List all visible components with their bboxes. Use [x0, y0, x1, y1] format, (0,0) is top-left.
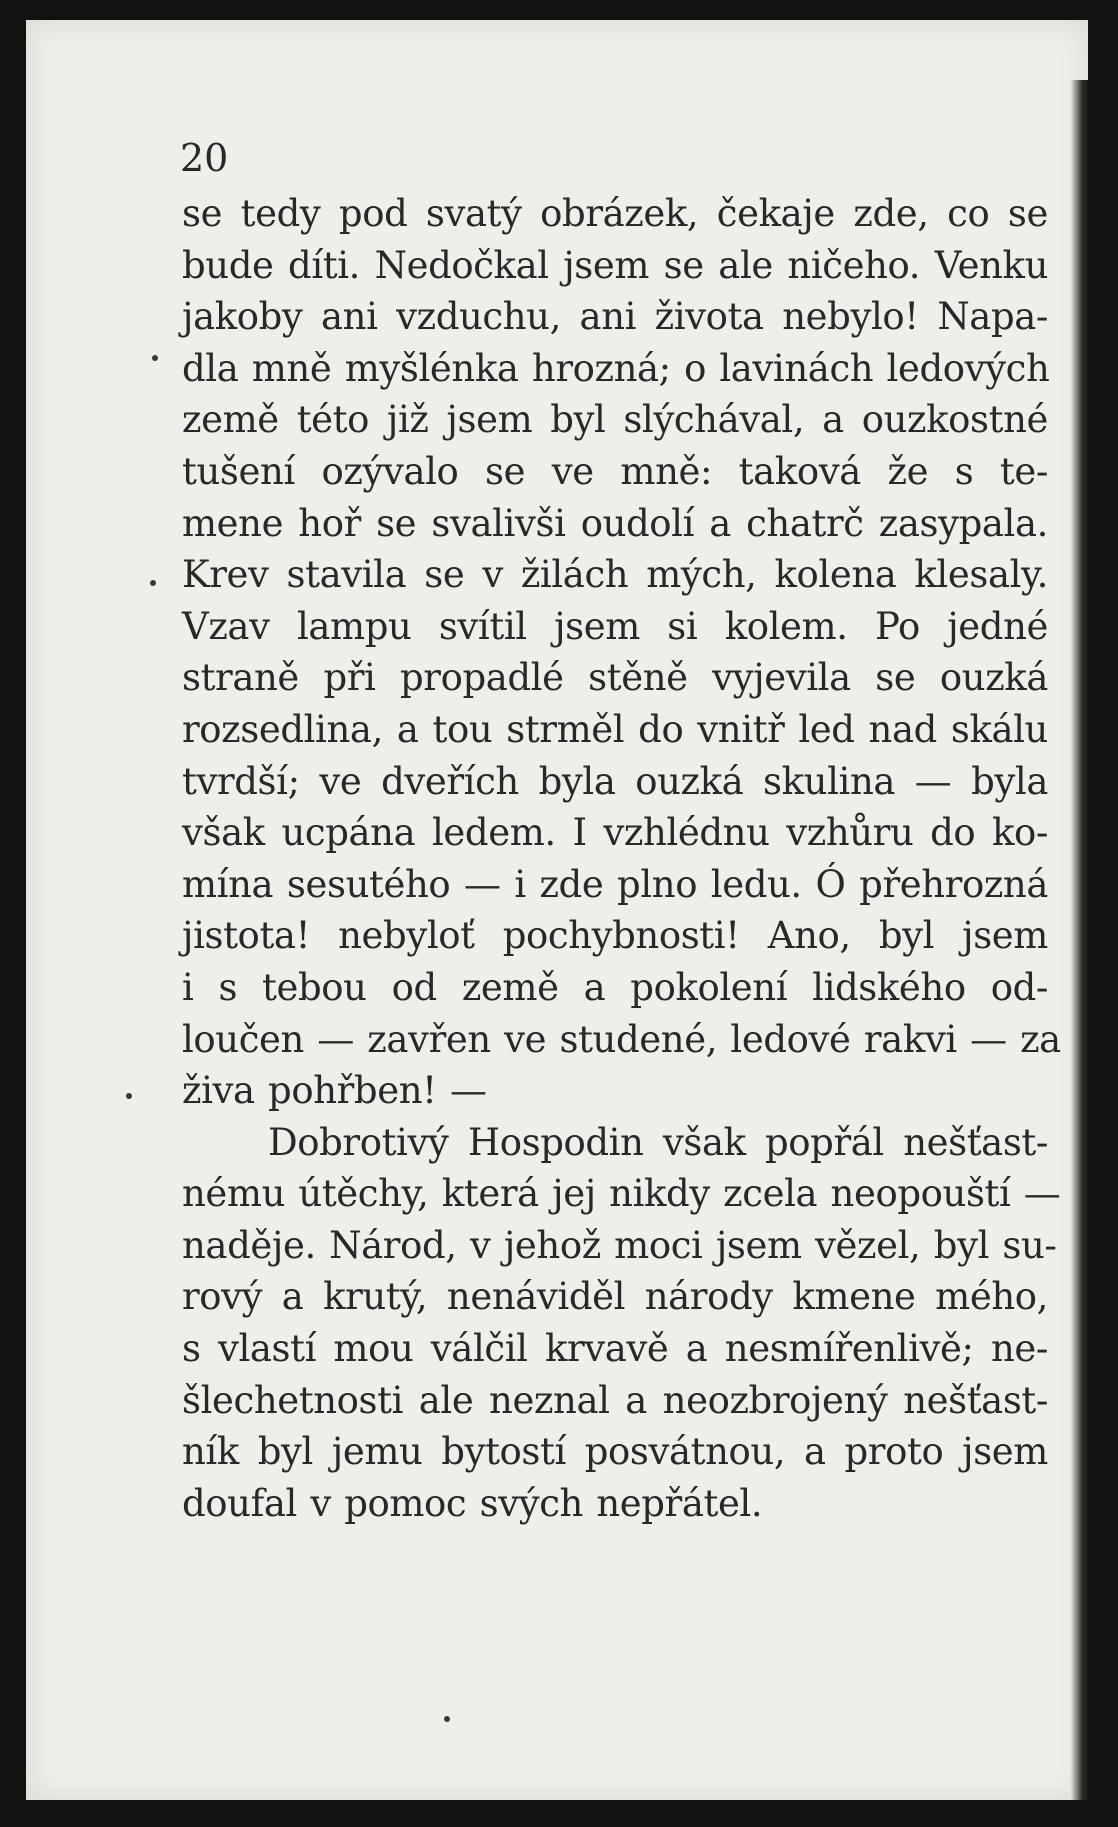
ink-speck	[150, 580, 156, 586]
text-line: tvrdší; ve dveřích byla ouzká skulina — byla	[182, 759, 1048, 803]
text-line: mína sesutého — i zde plno ledu. Ó přehrozná	[182, 862, 1048, 906]
text-line: straně při propadlé stěně vyjevila se ouzká	[182, 656, 1048, 700]
text-line: s vlastí mou válčil krvavě a nesmířenlivě; ne-	[182, 1327, 1048, 1371]
text-line: dla mně myšlénka hrozná; o lavinách ledových	[182, 346, 1050, 390]
page-gutter	[1070, 80, 1088, 1800]
text-line: Krev stavila se v žilách mých, kolena klesaly.	[182, 553, 1048, 597]
text-line: jistota! nebyloť pochybnosti! Ano, byl jsem	[182, 914, 1048, 958]
text-line: živa pohřben! —	[182, 1069, 487, 1113]
ink-speck	[444, 1716, 450, 1722]
text-line: tušení ozývalo se ve mně: taková že s te-	[182, 449, 1048, 493]
ink-speck	[152, 355, 158, 361]
paragraph	[182, 1117, 1061, 1530]
text-line: rozsedlina, a tou strměl do vnitř led nad skálu	[182, 707, 1048, 751]
text-line: nému útěchy, která jej nikdy zcela neopouští —	[182, 1172, 1061, 1216]
text-line: naděje. Národ, v jehož moci jsem vězel, byl su-	[182, 1223, 1057, 1267]
ink-speck	[126, 1093, 132, 1099]
text-line: však ucpána ledem. I vzhlédnu vzhůru do ko-	[182, 811, 1048, 855]
text-line: Dobrotivý Hospodin však popřál nešťast-	[268, 1120, 1048, 1164]
text-line: se tedy pod svatý obrázek, čekaje zde, co se	[182, 192, 1048, 235]
paragraph	[182, 188, 1061, 1117]
text-line: doufal v pomoc svých nepřátel.	[182, 1481, 763, 1525]
text-line: bude díti. Nedočkal jsem se ale ničeho. Venku	[182, 243, 1048, 287]
text-line: jakoby ani vzduchu, ani života nebylo! Napa-	[182, 295, 1048, 339]
text-line: Vzav lampu svítil jsem si kolem. Po jedné	[182, 604, 1048, 648]
text-line: země této již jsem byl slýchával, a ouzkostné	[182, 398, 1048, 442]
page-text	[180, 128, 1061, 1529]
text-line: loučen — zavřen ve studené, ledové rakvi — za	[182, 1017, 1061, 1061]
text-line: ník byl jemu bytostí posvátnou, a proto jsem	[182, 1430, 1048, 1474]
text-line: šlechetnosti ale neznal a neozbrojený nešťast-	[182, 1378, 1048, 1422]
page-number: 20	[180, 136, 229, 180]
text-line: rový a krutý, nenáviděl národy kmene mého,	[182, 1275, 1048, 1319]
text-line: mene hoř se svalivši oudolí a chatrč zasypala.	[182, 501, 1048, 545]
text-line: i s tebou od země a pokolení lidského od-	[182, 965, 1048, 1009]
